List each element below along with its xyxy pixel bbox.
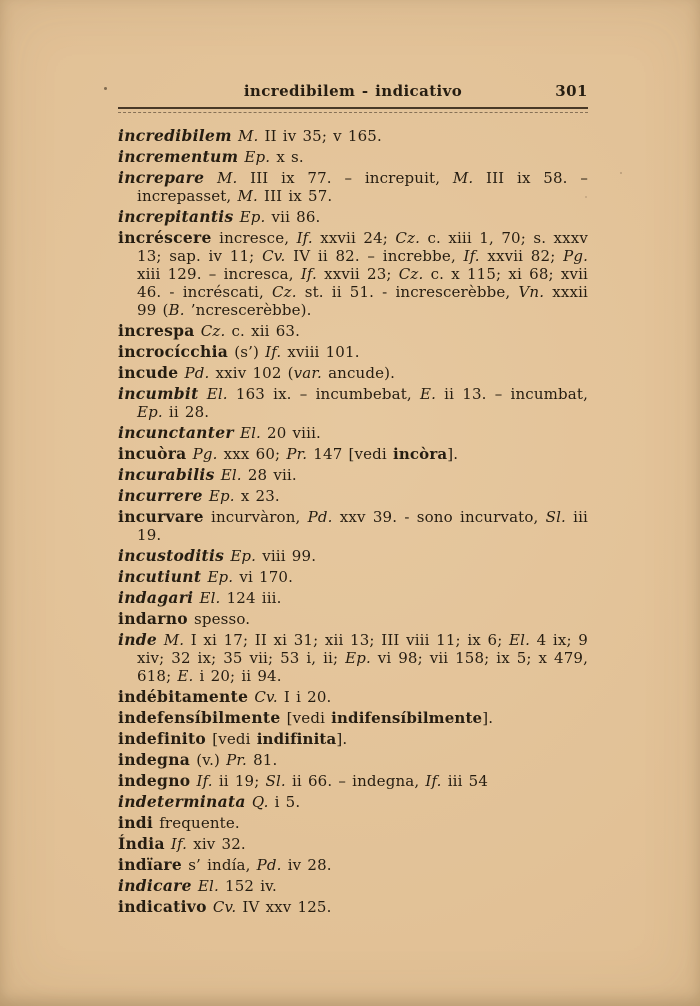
entry-headword: incuòra (118, 444, 187, 463)
entry-text: xxx 60; (217, 445, 287, 463)
entry-headword: inde (118, 630, 158, 649)
entry-text: If. (425, 772, 442, 790)
entry-text: Pg. (563, 247, 588, 265)
dictionary-entry (118, 169, 588, 205)
entry-headword: increpitantis (118, 207, 234, 226)
entry-text: xiv 32. (187, 835, 246, 853)
entry-headword: indeterminata (118, 792, 246, 811)
entry-headword: incurvare (118, 507, 204, 526)
entry-text: viii 99. (256, 547, 317, 565)
entry-headword: incude (118, 363, 179, 382)
entry-text: vi 170. (233, 568, 294, 586)
entry-headword: incréscere (118, 228, 212, 247)
dictionary-entry (118, 898, 588, 916)
entry-text: Ep. (244, 148, 271, 166)
entry-headword: increpare (118, 168, 205, 187)
entry-headword: indicare (118, 876, 192, 895)
dictionary-entry (118, 730, 588, 748)
entry-text: iii 54 (441, 772, 489, 790)
entry-text: ii 19; (212, 772, 266, 790)
entry-headword: indïare (118, 855, 183, 874)
entry-headword: indefinito (118, 729, 207, 748)
entry-text: If. (296, 229, 313, 247)
entry-text: 81. (246, 751, 278, 769)
entry-text: indifinita (256, 730, 337, 748)
entry-text: i 20; ii 94. (193, 667, 282, 685)
entry-text: El. (239, 424, 261, 442)
entry-text: 147 [vedi (307, 445, 393, 463)
entry-text: vii 86. (265, 208, 321, 226)
entry-text: ]. (482, 709, 494, 727)
entry-text: If. (170, 835, 188, 853)
dictionary-entry (118, 793, 588, 811)
entry-text: Pr. (226, 751, 247, 769)
entry-headword: indefensíbilmente (118, 708, 281, 727)
entry-text: Sl. (265, 772, 286, 790)
entry-headword: incumbit (118, 384, 199, 403)
entry-text: El. (197, 877, 219, 895)
entry-text: incurvàron, (211, 508, 308, 526)
entry-headword: incurabilis (118, 465, 215, 484)
entry-text: Cz. (398, 265, 424, 283)
entry-text: xviii 101. (281, 343, 360, 361)
entry-headword: increspa (118, 321, 195, 340)
entry-text: Sl. (545, 508, 566, 526)
page-number: 301 (555, 82, 588, 100)
entry-text: M. (237, 127, 259, 145)
dictionary-entry (118, 385, 588, 421)
entry-text: El. (206, 385, 228, 403)
header-rule (118, 107, 588, 113)
entry-text: El. (220, 466, 242, 484)
dictionary-entry (118, 568, 588, 586)
entry-text: indifensíbilmente (331, 709, 483, 727)
entry-text: If. (463, 247, 480, 265)
entry-headword: indicativo (118, 897, 207, 916)
entry-text: E. (419, 385, 437, 403)
entry-headword: incutiunt (118, 567, 202, 586)
entry-text: x s. (270, 148, 304, 166)
entry-text: M. (163, 631, 185, 649)
entry-text: M. (237, 187, 258, 205)
dictionary-entry (118, 772, 588, 790)
entry-text: 28 vii. (241, 466, 297, 484)
dictionary-entry (118, 466, 588, 484)
dictionary-entry (118, 589, 588, 607)
dictionary-entry (118, 856, 588, 874)
entry-text: El. (199, 589, 221, 607)
entry-text: ]. (336, 730, 348, 748)
entry-headword: incrementum (118, 147, 239, 166)
dictionary-entry (118, 631, 588, 685)
entry-text: 20 viii. (260, 424, 321, 442)
entry-text: IV xxv 125. (236, 898, 332, 916)
dictionary-entry (118, 343, 588, 361)
entry-headword: indegno (118, 771, 191, 790)
dictionary-entry (118, 148, 588, 166)
dictionary-entry (118, 229, 588, 319)
entry-text: If. (300, 265, 317, 283)
entry-text: incresce, (219, 229, 297, 247)
entry-text: III ix 77. – increpuit, (237, 169, 453, 187)
entry-text: II iv 35; v 165. (258, 127, 382, 145)
dictionary-entry (118, 508, 588, 544)
dictionary-entry (118, 709, 588, 727)
entry-text: Vn. (518, 283, 545, 301)
entry-text: iii 19. (137, 508, 589, 544)
entry-text: [vedi (286, 709, 332, 727)
entry-text: M. (452, 169, 474, 187)
entry-text: Cz. (200, 322, 226, 340)
entries (118, 127, 588, 916)
entry-text: Cz. (272, 283, 297, 301)
entry-text: vi 98; vii 158; ix 5; x 479, 618; (137, 649, 588, 685)
dictionary-entry (118, 364, 588, 382)
entry-text: xxxii 99 ( (137, 283, 588, 319)
entry-text: spesso. (194, 610, 251, 628)
entry-text: 163 ix. – incumbebat, (227, 385, 420, 403)
entry-text: 124 iii. (220, 589, 282, 607)
entry-text: Pd. (256, 856, 282, 874)
entry-text: xxvii 23; (316, 265, 399, 283)
entry-text: c. x 115; xi 68; xvii 46. - incréscati, (137, 265, 588, 301)
scan-speck (620, 172, 622, 174)
entry-text: (v.) (196, 751, 227, 769)
entry-text: xxv 39. - sono incurvato, (332, 508, 546, 526)
entry-text: Pg. (192, 445, 218, 463)
entry-text: incòra (392, 445, 448, 463)
entry-text: ]. (447, 445, 459, 463)
dictionary-entry (118, 751, 588, 769)
entry-text: xxiv 102 ( (209, 364, 294, 382)
entry-text: If. (196, 772, 213, 790)
entry-headword: Índia (118, 834, 165, 853)
dictionary-entry (118, 424, 588, 442)
entry-text: Cz. (395, 229, 421, 247)
entry-text: III ix 58. – increpasset, (137, 169, 588, 205)
dictionary-entry (118, 877, 588, 895)
dictionary-entry (118, 835, 588, 853)
entry-headword: incustoditis (118, 546, 225, 565)
page-content (118, 82, 588, 916)
entry-text: Ep. (239, 208, 266, 226)
entry-text: Cv. (254, 688, 278, 706)
entry-headword: indegna (118, 750, 191, 769)
dictionary-entry (118, 208, 588, 226)
entry-text: M. (216, 169, 238, 187)
entry-text: xxvii 24; (312, 229, 396, 247)
dictionary-entry (118, 688, 588, 706)
entry-text: s’ indía, (188, 856, 257, 874)
entry-text: c. xiii 1, 70; s. xxxv 13; sap. iv 11; (137, 229, 589, 265)
entry-text: (s’) (234, 343, 266, 361)
entry-text: var. (293, 364, 322, 382)
scan-speck (104, 87, 107, 90)
dictionary-entry (118, 487, 588, 505)
running-head: incredibilem - indicativo (243, 82, 463, 100)
entry-text: Ep. (207, 568, 234, 586)
entry-text: Ep. (230, 547, 257, 565)
entry-text: ancude). (321, 364, 396, 382)
entry-text: Ep. (345, 649, 371, 667)
entry-text: III ix 57. (257, 187, 333, 205)
entry-headword: incredibilem (118, 126, 232, 145)
entry-text: I i 20. (277, 688, 332, 706)
entry-headword: incrocícchia (118, 342, 229, 361)
entry-text: Ep. (208, 487, 235, 505)
dictionary-entry (118, 322, 588, 340)
entry-headword: indarno (118, 609, 188, 628)
entry-text: E. (177, 667, 194, 685)
entry-text: I xi 17; II xi 31; xii 13; III viii 11; ix 6; (184, 631, 510, 649)
entry-headword: indébitamente (118, 687, 249, 706)
entry-text: 152 iv. (218, 877, 277, 895)
dictionary-entry (118, 547, 588, 565)
entry-headword: indi (118, 813, 154, 832)
entry-text: ’ncrescerèbbe). (184, 301, 312, 319)
entry-text: El. (509, 631, 531, 649)
entry-text: ii 13. – incumbat, (436, 385, 588, 403)
entry-text: Q. (251, 793, 269, 811)
page-header (118, 82, 588, 102)
entry-text: B. (168, 301, 185, 319)
entry-text: st. ii 51. - increscerèbbe, (296, 283, 519, 301)
dictionary-entry (118, 610, 588, 628)
entry-text: If. (265, 343, 282, 361)
entry-text: Pd. (184, 364, 210, 382)
entry-text: IV ii 82. – increbbe, (285, 247, 464, 265)
entry-text: 4 ix; 9 xiv; 32 ix; 35 vii; 53 i, ii; (137, 631, 588, 667)
dictionary-entry (118, 814, 588, 832)
scan-speck (585, 196, 587, 198)
entry-text: ii 28. (162, 403, 210, 421)
entry-headword: incurrere (118, 486, 203, 505)
entry-headword: indagari (118, 588, 194, 607)
entry-text: Cv. (262, 247, 286, 265)
entry-text: Pr. (286, 445, 308, 463)
entry-text: x 23. (234, 487, 280, 505)
entry-text: frequente. (159, 814, 240, 832)
dictionary-entry (118, 445, 588, 463)
entry-text: c. xii 63. (225, 322, 301, 340)
entry-text: xiii 129. – incresca, (137, 265, 301, 283)
entry-text: xxvii 82; (479, 247, 564, 265)
dictionary-entry (118, 127, 588, 145)
entry-text: Cv. (212, 898, 237, 916)
entry-text: iv 28. (281, 856, 332, 874)
entry-text: Ep. (137, 403, 163, 421)
entry-text: ii 66. – indegna, (285, 772, 426, 790)
entry-text: Pd. (307, 508, 333, 526)
entry-text: i 5. (268, 793, 301, 811)
entry-headword: incunctanter (118, 423, 234, 442)
entry-text: [vedi (212, 730, 257, 748)
